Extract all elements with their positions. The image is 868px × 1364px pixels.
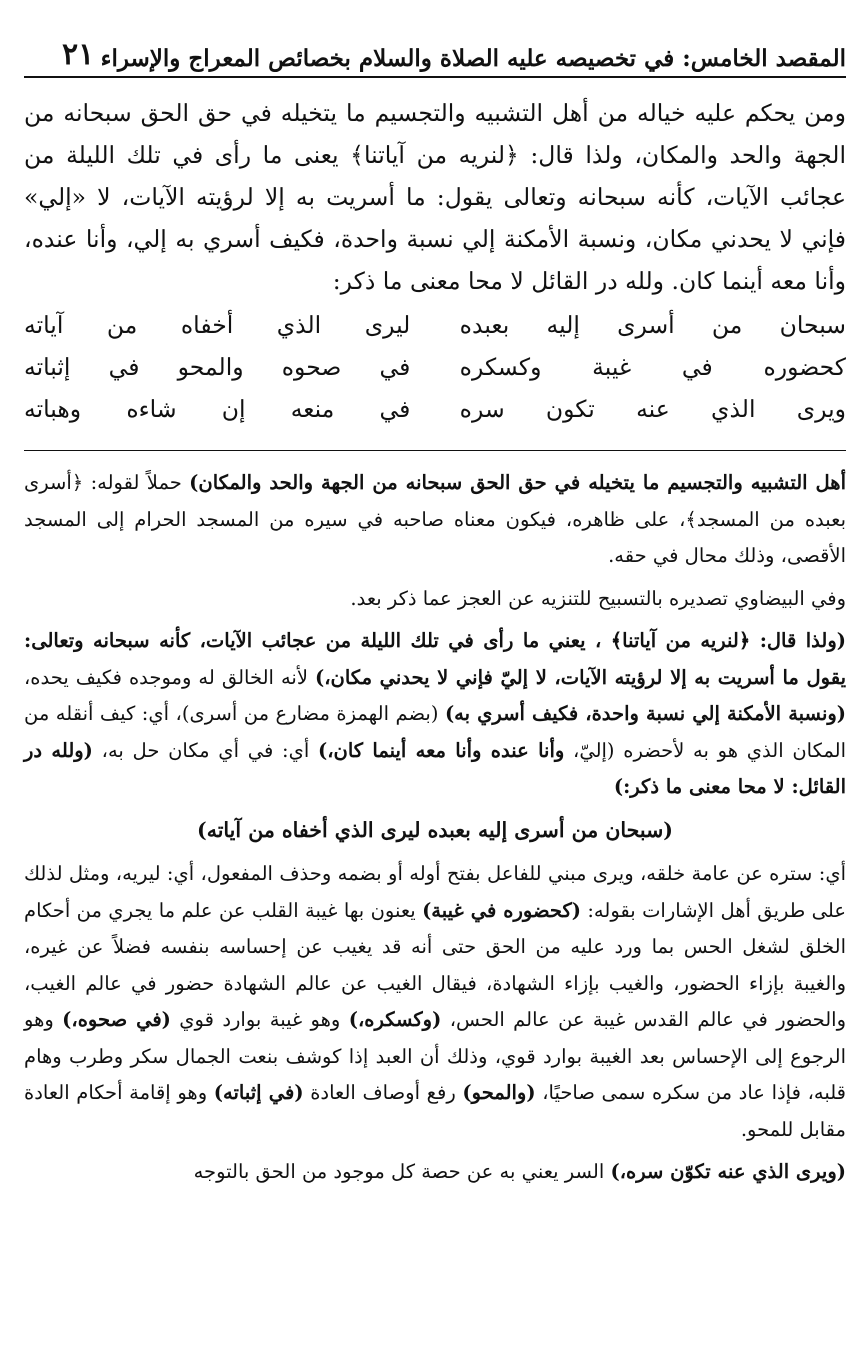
quoted-text: (والمحو) <box>462 1081 536 1104</box>
hemistich-first: ويرى الذي عنه تكون سره <box>459 395 846 423</box>
main-text <box>24 92 846 302</box>
commentary-text: وهو الرجوع إلى الإحساس بعد الغيبة بوارد قوي، وذلك أن العبد إذا كوشف بنعت الجمال سكر وطرب وهام قلبه، فإذا عاد من سكره سمى صاحيًا، <box>24 1008 846 1104</box>
main-paragraph: ومن يحكم عليه خياله من أهل التشبيه والتجسيم ما يتخيله في حق الحق سبحانه من الجهة والحد والمكان، ولذا قال: ﴿لنريه من آياتنا﴾ يعنى ما رأى في تلك الليلة من عجائب الآيات، كأنه سبحانه وتعالى يقول: ما أسريت به إلا لرؤيته الآيات، لا «إلي» فإني لا يحدني مكان، ونسبة الأمكنة إلي نسبة واحدة، فكيف أسري به إلي، وأنا عنده، وأنا معه أينما كان. ولله در القائل لا محا معنى ما ذكر: <box>24 99 846 295</box>
quoted-text: (وكسكره،) <box>348 1008 442 1031</box>
commentary-paragraph <box>24 1154 846 1191</box>
hemistich-first: سبحان من أسرى إليه بعبده <box>459 311 846 339</box>
commentary-text: حملاً لقوله: ﴿أسرى بعبده من المسجد﴾، على ظاهره، فيكون معناه صاحبه في سيره من المسجد الحرام إلى المسجد الأقصى، وذلك محال في حقه. <box>24 471 846 567</box>
quoted-text: (في صحوه،) <box>62 1008 171 1031</box>
quoted-text: (في إثباته) <box>213 1081 304 1104</box>
poem-line <box>24 388 846 430</box>
quoted-text: (ولله در القائل: لا محا معنى ما ذكر:) <box>24 738 846 798</box>
commentary-paragraph <box>24 465 846 575</box>
quoted-text: (ونسبة الأمكنة إلي نسبة واحدة، فكيف أسري به) <box>444 702 847 725</box>
commentary <box>24 465 846 1191</box>
hemistich-first: كحضوره في غيبة وكسكره <box>459 353 846 381</box>
commentary-text: وهو إقامة أحكام العادة مقابل للمحو. <box>24 1081 846 1141</box>
page-header <box>24 28 846 78</box>
commentary-text: (بضم الهمزة مضارع من أسرى)، أي: كيف أنقله من المكان الذي هو به لأحضره (إليّ، <box>24 702 846 762</box>
commentary-text: السر يعني به عن حصة كل موجود من الحق بالتوجه <box>193 1160 611 1183</box>
commentary-text: وهو غيبة بوارد قوي <box>170 1008 349 1031</box>
hemistich-second: ليرى الذي أخفاه من آياته <box>24 311 411 339</box>
commentary-text: لأنه الخالق له وموجده فكيف يحده، <box>24 665 316 689</box>
poem-line <box>24 304 846 346</box>
commentary-paragraph <box>24 581 846 618</box>
quoted-text: وأنا عنده وأنا معه أينما كان،) <box>318 738 565 762</box>
poem <box>24 304 846 430</box>
quoted-text: (كحضوره في غيبة) <box>422 898 581 922</box>
commentary-text: وفي البيضاوي تصديره بالتسبيح للتنزيه عن العجز عما ذكر بعد. <box>350 586 846 610</box>
hemistich-second: في صحوه والمحو في إثباته <box>24 353 411 381</box>
quoted-verse: (سبحان من أسرى إليه بعبده ليرى الذي أخفاه من آياته) <box>197 817 673 842</box>
quoted-text: (ويرى الذي عنه تكوّن سره،) <box>610 1160 846 1183</box>
poem-line <box>24 346 846 388</box>
commentary-paragraph <box>24 623 846 806</box>
running-title: المقصد الخامس: في تخصيصه عليه الصلاة والسلام بخصائص المعراج والإسراء <box>100 45 846 72</box>
quoted-text: أهل التشبيه والتجسيم ما يتخيله في حق الحق سبحانه من الجهة والحد والمكان) <box>189 471 847 494</box>
footnote-divider <box>24 450 846 451</box>
commentary-paragraph <box>24 856 846 1148</box>
commentary-text: أي: في أي مكان حل به، <box>92 738 318 762</box>
hemistich-second: في منعه إن شاءه وهباته <box>24 395 411 423</box>
commentary-text: يعنون بها غيبة القلب عن علم ما يجري من أحكام الخلق لشغل الحس بما ورد عليه من الحق حتى أنه قد يغيب عن إحساسه بنفسه فضلاً عن غيره، والغيبة بإزاء الحضور، والغيب بإزاء الشهادة، فيقال الغيب عن عالم الشهادة حضور في عالم الغيب، والحضور في عالم القدس غيبة عن عالم الحس، <box>24 898 846 1031</box>
page <box>24 28 846 1348</box>
commentary-text: رفع أوصاف العادة <box>303 1081 463 1104</box>
commentary-text: أي: ستره عن عامة خلقه، ويرى مبني للفاعل بفتح أوله أو بضمه وحذف المفعول، أي: ليريه، ومثل لذلك على طريق أهل الإشارات بقوله: <box>24 862 847 922</box>
page-number: ٢١ <box>62 37 95 72</box>
quoted-text: (ولذا قال: ﴿لنريه من آياتنا﴾ ، يعني ما رأى في تلك الليلة من عجائب الآيات، كأنه سبحانه وتعالى: يقول ما أسريت به إلا لرؤيته الآيات، لا إليّ فإني لا يحدني مكان،) <box>24 629 846 689</box>
